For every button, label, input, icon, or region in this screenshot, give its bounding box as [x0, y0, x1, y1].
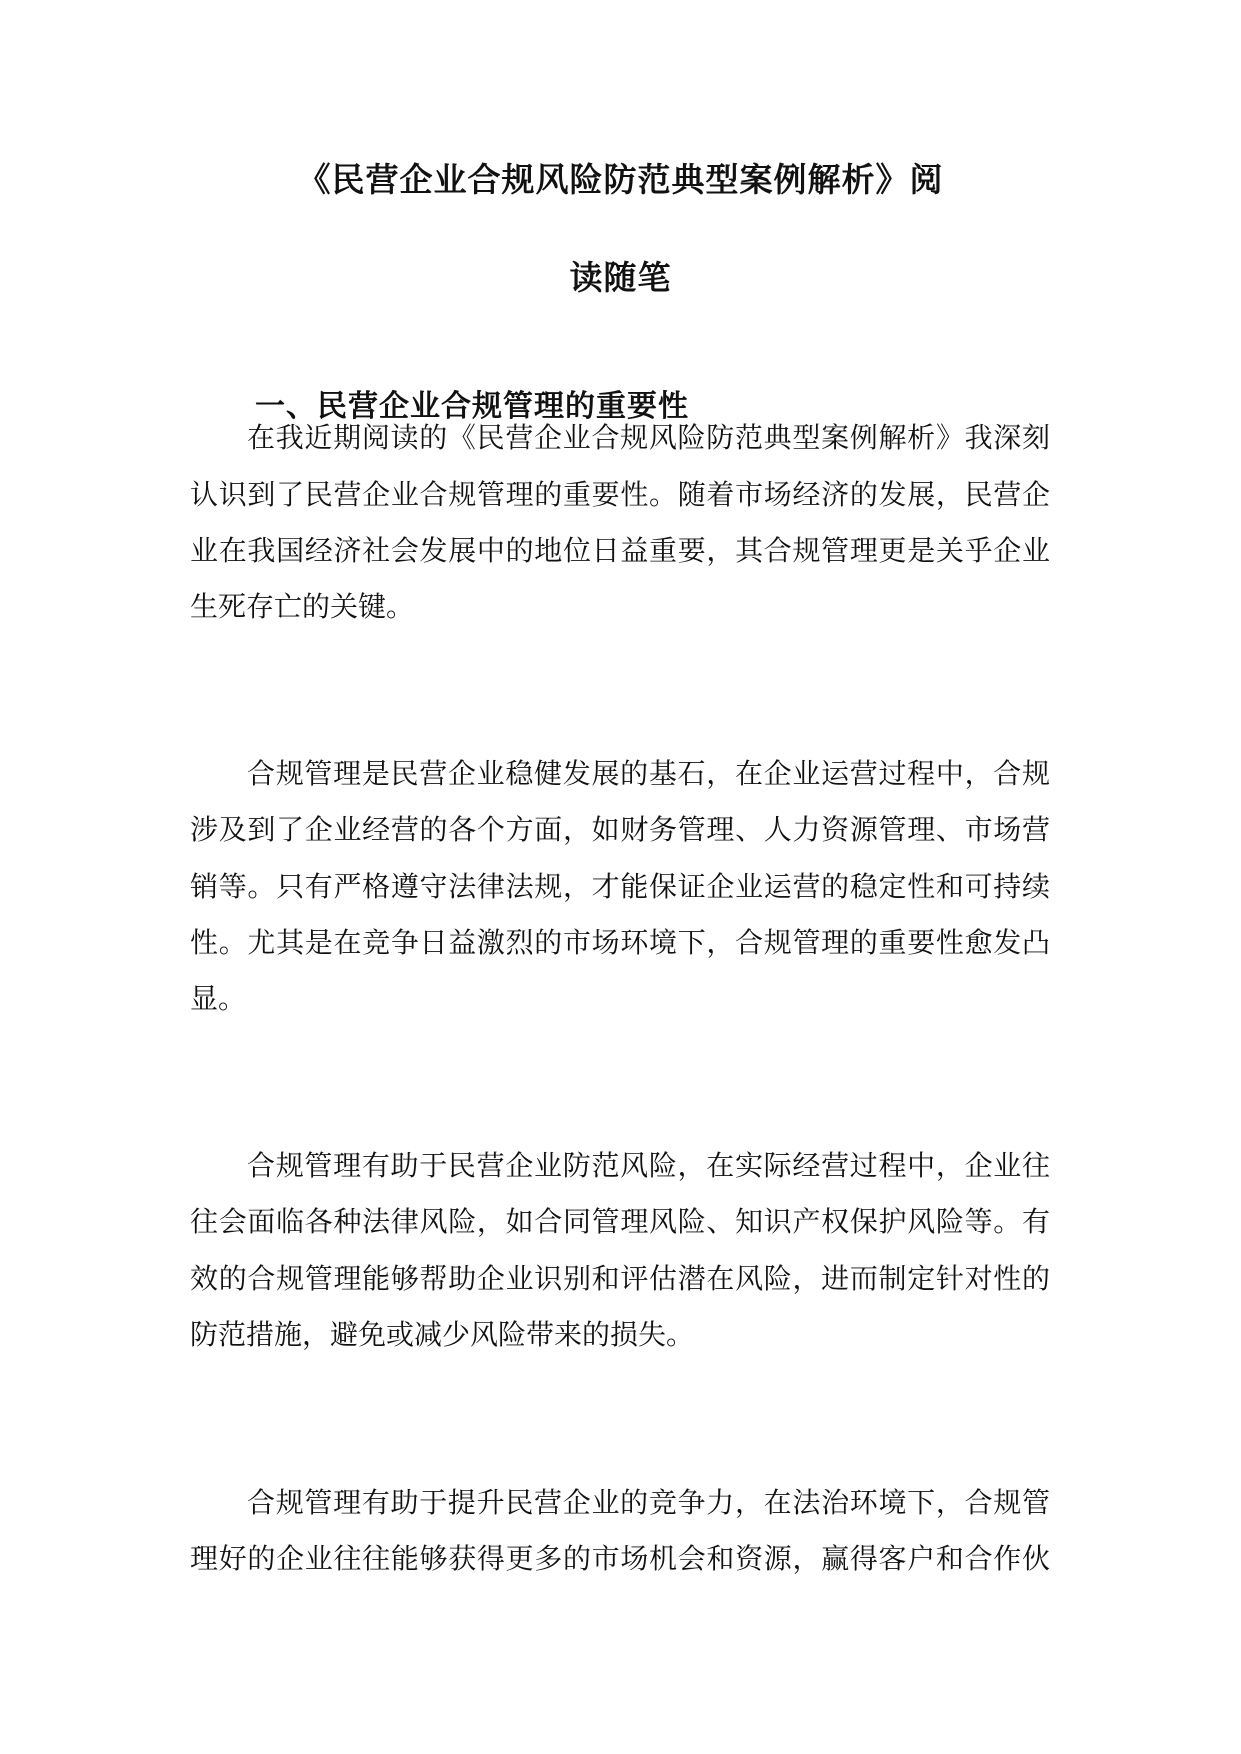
paragraph-3-line-1: 合规管理有助于民营企业防范风险，在实际经营过程中，企业往: [247, 1149, 1050, 1182]
paragraph-2-line-1: 合规管理是民营企业稳健发展的基石，在企业运营过程中，合规: [247, 757, 1050, 790]
paragraph-2-line-5: 显。: [190, 982, 247, 1015]
paragraph-1-line-4: 生死存亡的关键。: [190, 590, 415, 623]
paragraph-1-line-3: 业在我国经济社会发展中的地位日益重要，其合规管理更是关乎企业: [190, 534, 1050, 567]
paragraph-4-line-2: 理好的企业往往能够获得更多的市场机会和资源，赢得客户和合作伙: [190, 1542, 1050, 1575]
paragraph-2-line-2: 涉及到了企业经营的各个方面，如财务管理、人力资源管理、市场营: [190, 813, 1050, 846]
paragraph-3-line-2: 往会面临各种法律风险，如合同管理风险、知识产权保护风险等。有: [190, 1205, 1050, 1238]
paragraph-2-line-4: 性。尤其是在竞争日益激烈的市场环境下，合规管理的重要性愈发凸: [190, 926, 1050, 959]
section-heading: 一、民营企业合规管理的重要性: [255, 389, 689, 424]
paragraph-1-line-1: 在我近期阅读的《民营企业合规风险防范典型案例解析》我深刻: [247, 421, 1050, 454]
paragraph-2-line-3: 销等。只有严格遵守法律法规，才能保证企业运营的稳定性和可持续: [190, 870, 1050, 903]
document-title-line-1: 《民营企业合规风险防范典型案例解析》阅: [297, 160, 944, 199]
document-title-line-2: 读随笔: [569, 258, 672, 297]
paragraph-4-line-1: 合规管理有助于提升民营企业的竞争力，在法治环境下，合规管: [247, 1486, 1050, 1519]
paragraph-1-line-2: 认识到了民营企业合规管理的重要性。随着市场经济的发展，民营企: [190, 478, 1050, 511]
paragraph-3-line-4: 防范措施，避免或减少风险带来的损失。: [190, 1318, 695, 1351]
paragraph-3-line-3: 效的合规管理能够帮助企业识别和评估潜在风险，进而制定针对性的: [190, 1262, 1050, 1295]
